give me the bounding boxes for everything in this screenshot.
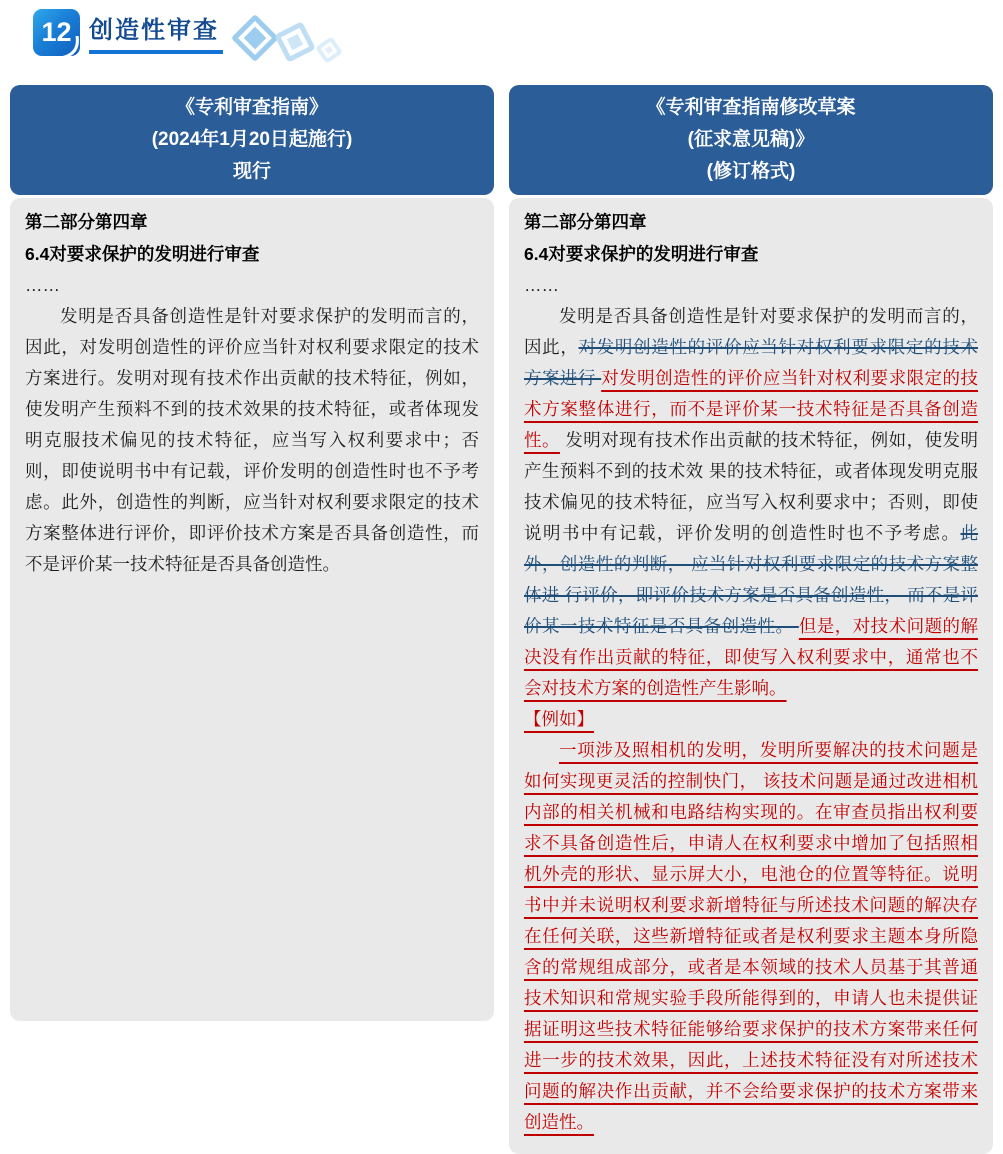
section-heading: 6.4对要求保护的发明进行审查 — [524, 244, 759, 264]
title-wrap — [89, 17, 223, 54]
column-header-current — [10, 85, 494, 195]
section-heading: 第二部分第四章 — [25, 212, 148, 232]
diamond-icon — [316, 37, 342, 63]
column-draft — [509, 85, 993, 1154]
text-run-inserted: 对发明创造性的评价应当针对权利要求限定的技术方案整体进行，而不是评价某一技术特征是否具备创造性。 — [524, 368, 978, 450]
comparison-table — [10, 85, 993, 1154]
section-number-badge — [33, 9, 80, 56]
decor-diamonds — [231, 12, 351, 69]
column-current — [10, 85, 494, 1154]
text-run-normal: 发明是否具备创造性是针对要求保护的发明而言的，因此， — [524, 306, 978, 357]
section-heading: 第二部分第四章 — [524, 212, 647, 232]
body-paragraph-revised — [524, 301, 978, 704]
section-number: 12 — [41, 17, 72, 47]
example-tag-paragraph — [524, 704, 978, 735]
text-run-deleted: 对发明创造性的评价应当针对权利要求限定的技术方案进行 — [524, 337, 978, 388]
page-title: 创造性审查 — [89, 17, 219, 44]
text-run-deleted: 此外，创造性的判断， 应当针对权利要求限定的技术方案整体进 行评价，即评价技术方案是否具备创造性， 而不是评价某一技术特征是否具备创造性。 — [524, 523, 978, 636]
text-run-inserted: 但是，对技术问题的解决没有作出贡献的特征，即使写入权利要求中，通常也不会对技术方案的创造性产生影响。 — [524, 616, 978, 698]
column-body-current — [10, 198, 494, 1021]
ellipsis: …… — [25, 275, 60, 295]
title-underline — [89, 50, 223, 54]
header-line: (2024年1月20日起施行) — [151, 129, 353, 150]
column-body-draft — [509, 198, 993, 1154]
header-line: (征求意见稿)》 — [687, 129, 815, 150]
section-heading: 6.4对要求保护的发明进行审查 — [25, 244, 260, 264]
header-line: 《专利审查指南》 — [175, 97, 328, 118]
text-run-normal: 发明对现有技术作出贡献的技术特征，例如，使发明产生预料不到的技术效 果的技术特征，或者体现发明克服技术偏见的技术特征，应当写入权利要求中；否则，即使说明书中有记载，评价发明的创造性时也不予考虑。 — [524, 430, 978, 543]
header-line: 现行 — [232, 161, 271, 182]
header-line: (修订格式) — [706, 161, 796, 182]
header-line: 《专利审查指南修改草案 — [646, 97, 856, 118]
badge-swoosh-icon — [60, 36, 82, 58]
diamond-icon — [272, 19, 318, 64]
example-paragraph — [524, 735, 978, 1138]
text-run-inserted: 一项涉及照相机的发明，发明所要解决的技术问题是如何实现更灵活的控制快门， 该技术问题是通过改进相机内部的相关机械和电路结构实现的。在审查员指出权利要求不具备创造性后，申请人在权利要求中增加了包括照相机外壳的形状、显示屏大小，电池仓的位置等特征。说明书中并未说明权利要求新增特征与所述技术问题的解决存在任何关联，这些新增特征或者是权利要求主题本身所隐含的常规组成部分，或者是本领域的技术人员基于其普通技术知识和常规实验手段所能得到的，申请人也未提供证据证明这些技术特征能够给要求保护的技术方案带来任何进一步的技术效果，因此，上述技术特征没有对所述技术问题的解决作出贡献，并不会给要求保护的技术方案带来创造性。 — [524, 740, 978, 1132]
text-run-inserted: 【例如】 — [524, 709, 594, 729]
column-header-draft — [509, 85, 993, 195]
body-paragraph: 发明是否具备创造性是针对要求保护的发明而言的，因此，对发明创造性的评价应当针对权利要求限定的技术方案进行。发明对现有技术作出贡献的技术特征，例如，使发明产生预料不到的技术效果的技术特征，或者体现发明克服技术偏见的技术特征，应当写入权利要求中；否则，即使说明书中有记载，评价发明的创造性时也不予考虑。此外，创造性的判断，应当针对权利要求限定的技术方案整体进行评价，即评价技术方案是否具备创造性，而不是评价某一技术特征是否具备创造性。 — [25, 306, 479, 574]
diamond-icon — [231, 14, 279, 62]
ellipsis: …… — [524, 275, 559, 295]
page-header — [0, 0, 1003, 78]
